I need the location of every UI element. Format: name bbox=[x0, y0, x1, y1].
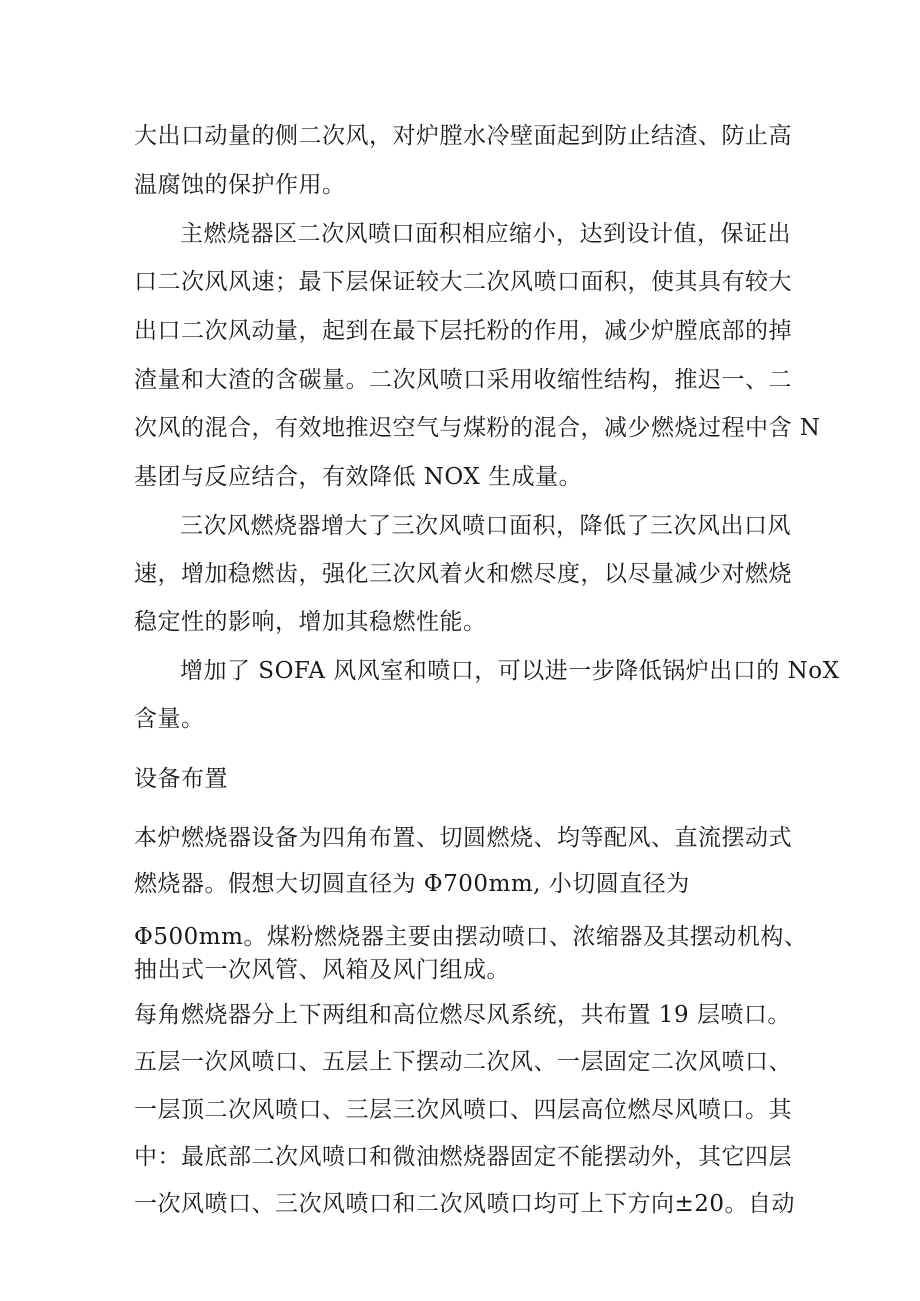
paragraph-line: 一次风喷口、三次风喷口和二次风喷口均可上下方向±20。自动 bbox=[134, 1191, 796, 1217]
paragraph-line: 稳定性的影响，增加其稳燃性能。 bbox=[134, 609, 487, 635]
paragraph-line: 每角燃烧器分上下两组和高位燃尽风系统，共布置 19 层喷口。 bbox=[134, 1002, 791, 1028]
section-heading: 设备布置 bbox=[134, 766, 228, 792]
paragraph-line: 口二次风风速；最下层保证较大二次风喷口面积，使其具有较大 bbox=[134, 269, 792, 295]
paragraph-line: 速，增加稳燃齿，强化三次风着火和燃尽度，以尽量减少对燃烧 bbox=[134, 561, 792, 587]
paragraph-line: 五层一次风喷口、五层上下摆动二次风、一层固定二次风喷口、 bbox=[134, 1049, 792, 1075]
paragraph-line: 基团与反应结合，有效降低 NOX 生成量。 bbox=[134, 464, 583, 490]
paragraph-line: 大出口动量的侧二次风，对炉膛水冷壁面起到防止结渣、防止高 bbox=[134, 123, 792, 149]
paragraph-line: 出口二次风动量，起到在最下层托粉的作用，减少炉膛底部的掉 bbox=[134, 318, 792, 344]
paragraph-line: 次风的混合，有效地推迟空气与煤粉的混合，减少燃烧过程中含 N bbox=[134, 415, 821, 441]
paragraph-line: 增加了 SOFA 风风室和喷口，可以进一步降低锅炉出口的 NoX bbox=[180, 658, 840, 684]
paragraph-line: 抽出式一次风管、风箱及风门组成。 bbox=[134, 957, 510, 983]
paragraph-line: 主燃烧器区二次风喷口面积相应缩小，达到设计值，保证出 bbox=[180, 221, 791, 247]
paragraph-line: 燃烧器。假想大切圆直径为 Φ700mm, 小切圆直径为 bbox=[134, 871, 690, 897]
paragraph-line: 中：最底部二次风喷口和微油燃烧器固定不能摆动外，其它四层 bbox=[134, 1144, 792, 1170]
paragraph-line: 本炉燃烧器设备为四角布置、切圆燃烧、均等配风、直流摆动式 bbox=[134, 825, 792, 851]
paragraph-line: Φ500mm。煤粉燃烧器主要由摆动喷口、浓缩器及其摆动机构、 bbox=[134, 924, 808, 950]
paragraph-line: 一层顶二次风喷口、三层三次风喷口、四层高位燃尽风喷口。其 bbox=[134, 1097, 792, 1123]
paragraph-line: 三次风燃烧器增大了三次风喷口面积，降低了三次风出口风 bbox=[180, 513, 791, 539]
paragraph-line: 含量。 bbox=[134, 706, 205, 732]
paragraph-line: 温腐蚀的保护作用。 bbox=[134, 172, 346, 198]
paragraph-line: 渣量和大渣的含碳量。二次风喷口采用收缩性结构，推迟一、二 bbox=[134, 367, 792, 393]
